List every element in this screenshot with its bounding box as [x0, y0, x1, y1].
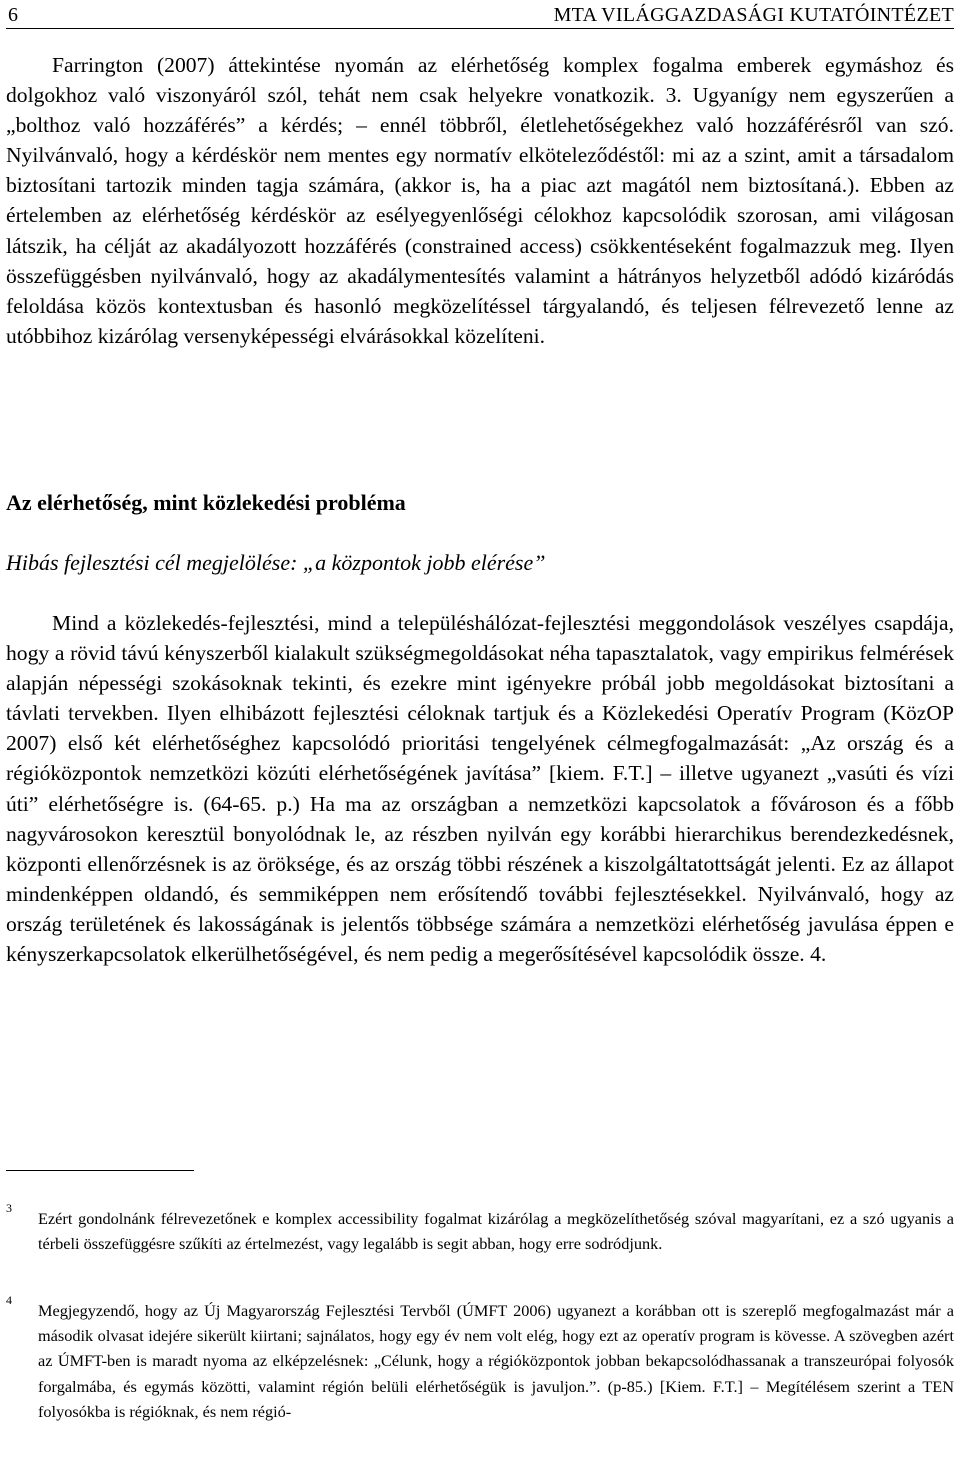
footnote-4 — [6, 1293, 954, 1424]
running-title: MTA VILÁGGAZDASÁGI KUTATÓINTÉZET — [553, 4, 954, 26]
page-header — [6, 2, 954, 29]
footnote-text: Ezért gondolnánk félrevezetőnek e komplex accessibility fogalmat kizárólag a megközelíthetőség szóval magyarítani, ez a szó ugyanis a térbeli összefüggésre szűkíti az értelmezést, vagy legalább is segit abban, hogy erre sodródjunk. — [38, 1209, 954, 1254]
paragraph-1: Farrington (2007) áttekintése nyomán az elérhetőség komplex fogalma emberek egymáshoz és dolgokhoz való viszonyáról szól, tehát nem csak helyekre vonatkozik. 3. Ugyanígy nem egyszerűen a „bolthoz való hozzáférés” a kérdés; – ennél többről, életlehetőségekhez való hozzáférésről van szó. Nyilvánvaló, hogy a kérdéskör nem mentes egy normatív elköteleződéstől: mi az a szint, amit a társadalom biztosítani tartozik minden tagja számára, (akkor is, ha a piac azt magától nem biztosítaná.). Ebben az értelemben az elérhetőség kérdéskör az esélyegyenlőségi célokhoz kapcsolódik szorosan, ami világosan látszik, ha célját az akadályozott hozzáférés (constrained access) csökkentéseként fogalmazzuk meg. Ilyen összefüggésben nyilvánvaló, hogy az akadálymentesítés valamint a hátrányos helyzetből adódó kizáródás feloldása közös kontextusban és hasonló megközelítéssel tárgyalandó, és teljesen félrevezető lenne az utóbbihoz kizárólag versenyképességi elvárásokkal közelíteni. — [6, 53, 954, 348]
footnote-mark: 3 — [6, 1201, 12, 1215]
footnote-separator — [6, 1170, 194, 1171]
footnote-3 — [6, 1201, 954, 1256]
section-subheading: Hibás fejlesztési cél megjelölése: „a központok jobb elérése” — [6, 550, 546, 575]
section-heading: Az elérhetőség, mint közlekedési probléma — [6, 490, 406, 515]
footnote-text: Megjegyzendő, hogy az Új Magyarország Fejlesztési Tervből (ÚMFT 2006) ugyanezt a korábban ott is szereplő megfogalmazást már a második olvasat idejére sikerült kiirtani; sajnálatos, hogy egy év nem volt elég, hogy ezt az operatív program is kövesse. A szövegben azért az ÚMFT-ben is maradt nyoma az elképzelésnek: „Célunk, hogy a régióközpontok jobban bekapcsolódhassanak a transzeurópai folyosók forgalmába, és egymás közötti, valamint régión belüli elérhetőségük is javuljon.”. (p-85.) [Kiem. F.T.] – Megítélésem szerint a TEN folyosókba is régióknak, és nem régió- — [38, 1301, 954, 1421]
footnote-mark: 4 — [6, 1293, 12, 1307]
paragraph-2: Mind a közlekedés-fejlesztési, mind a településhálózat-fejlesztési meggondolások veszélyes csapdája, hogy a rövid távú kényszerből kialakult szükségmegoldásokat néha tapasztalatok, vagy empirikus felmérések alapján népességi szokásoknak tekinti, és ezekre mint igényekre próbál jobb megoldásokat biztosítani a távlati tervekben. Ilyen elhibázott fejlesztési céloknak tartjuk és a Közlekedési Operatív Program (KözOP 2007) első két elérhetőséghez kapcsolódó prioritási tengelyének célmegfogalmazását: „Az ország és a régióközpontok nemzetközi közúti elérhetőségének javítása” [kiem. F.T.] – illetve ugyanezt „vasúti és vízi úti” elérhetőségre is. (64-65. p.) Ha ma az országban a nemzetközi kapcsolatok a fővároson és a főbb nagyvárosokon keresztül bonyolódnak le, az részben nyilván egy korábbi hierarchikus berendezkedésnek, központi ellenőrzésnek is az öröksége, és az ország többi részének a kiszolgáltatottságát jelenti. Ez az állapot mindenképpen oldandó, és semmiképpen nem erősítendő további fejlesztésekkel. Nyilvánvaló, hogy az ország területének és lakosságának is jelentős többsége számára a nemzetközi elérhetőség javulása éppen e kényszerkapcsolatok elkerülhetőségével, és nem pedig a megerősítésével kapcsolódik össze. 4. — [6, 611, 954, 967]
page-number: 6 — [8, 4, 18, 26]
